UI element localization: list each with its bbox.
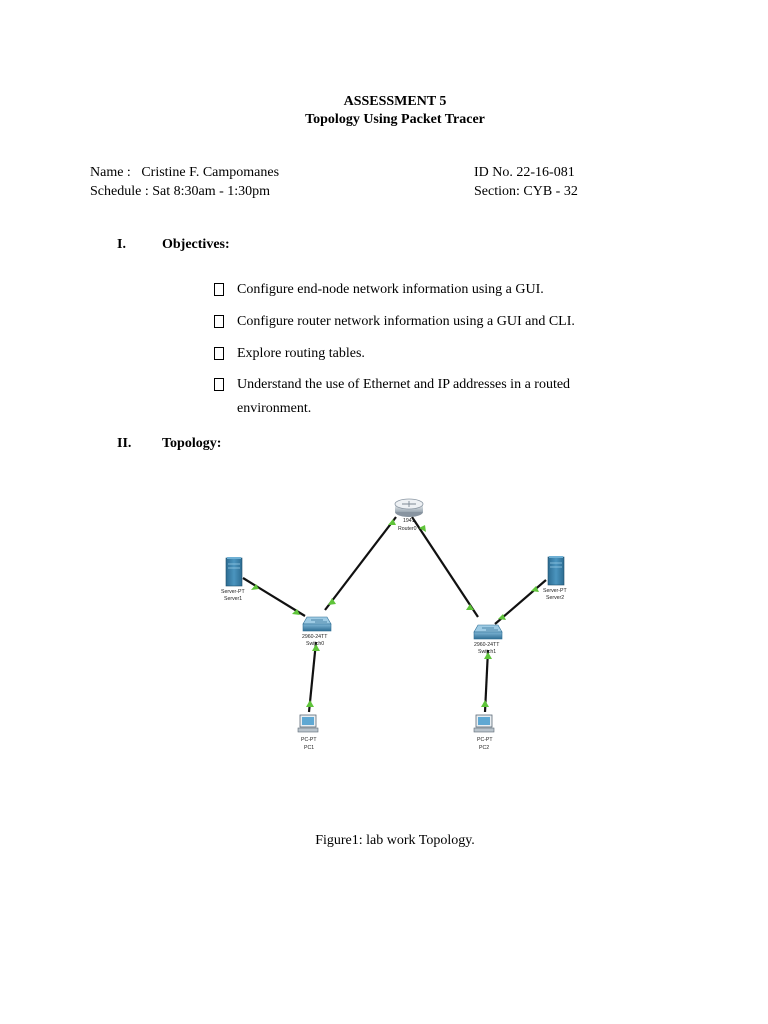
pc1-model-label: PC-PT xyxy=(301,737,317,743)
figure-caption: Figure1: lab work Topology. xyxy=(315,833,475,848)
objective-item xyxy=(214,373,634,421)
switch-icon xyxy=(474,625,502,639)
section-number-topology: II. xyxy=(117,436,132,451)
router-icon xyxy=(395,499,423,517)
server2-device xyxy=(543,556,567,601)
missing-glyph-bullet-icon xyxy=(214,378,226,392)
switch0-model-label: 2960-24TT xyxy=(302,634,328,640)
section-title-objectives: Objectives: xyxy=(162,237,230,252)
switch0-device xyxy=(302,617,331,647)
link-up-icon xyxy=(466,604,474,610)
objective-text: Configure router network information using a GUI and CLI. xyxy=(237,314,575,329)
pc1-device xyxy=(298,715,318,751)
link-status-indicators xyxy=(251,519,539,707)
pc1-name-label: PC1 xyxy=(304,745,315,751)
switch1-device xyxy=(474,625,502,655)
objective-text: Explore routing tables. xyxy=(237,346,365,361)
server1-name-label: Server1 xyxy=(224,596,243,602)
pc-icon xyxy=(474,715,494,732)
objective-item xyxy=(214,342,634,366)
objective-item xyxy=(214,310,634,334)
pc2-model-label: PC-PT xyxy=(477,737,493,743)
link-router-switch1 xyxy=(412,517,478,617)
missing-glyph-bullet-icon xyxy=(214,283,226,297)
server-icon xyxy=(226,557,242,586)
document-title: ASSESSMENT 5 xyxy=(343,94,447,109)
router-name-label: Router0 xyxy=(398,526,417,532)
network-topology-diagram xyxy=(200,490,600,760)
server1-device xyxy=(221,557,245,602)
missing-glyph-bullet-icon xyxy=(214,347,226,361)
student-id: ID No. 22-16-081 xyxy=(474,165,575,180)
section-number-objectives: I. xyxy=(117,237,126,252)
server2-name-label: Server2 xyxy=(546,595,565,601)
link-router-switch0 xyxy=(325,517,396,610)
switch-icon xyxy=(303,617,331,631)
objective-text: Understand the use of Ethernet and IP addresses in a routed environment. xyxy=(237,377,571,416)
student-name: Name : Cristine F. Campomanes xyxy=(90,165,280,180)
switch1-model-label: 2960-24TT xyxy=(474,642,500,648)
link-up-icon xyxy=(328,598,336,605)
missing-glyph-bullet-icon xyxy=(214,315,226,329)
class-schedule: Schedule : Sat 8:30am - 1:30pm xyxy=(90,184,271,199)
pc-icon xyxy=(298,715,318,732)
server-icon xyxy=(548,556,564,585)
objective-item xyxy=(214,278,634,302)
server1-model-label: Server-PT xyxy=(221,589,245,595)
pc2-name-label: PC2 xyxy=(479,745,490,751)
switch1-name-label: Switch1 xyxy=(478,649,497,655)
switch0-name-label: Switch0 xyxy=(306,641,325,647)
objective-text: Configure end-node network information using a GUI. xyxy=(237,282,544,297)
pc2-device xyxy=(474,715,494,751)
server2-model-label: Server-PT xyxy=(543,588,567,594)
class-section: Section: CYB - 32 xyxy=(474,184,578,199)
link-up-icon xyxy=(481,700,489,707)
section-title-topology: Topology: xyxy=(162,436,222,451)
document-subtitle: Topology Using Packet Tracer xyxy=(305,112,485,127)
router-model-label: 1941 xyxy=(403,518,415,524)
network-links xyxy=(243,517,546,712)
link-up-icon xyxy=(306,700,314,707)
